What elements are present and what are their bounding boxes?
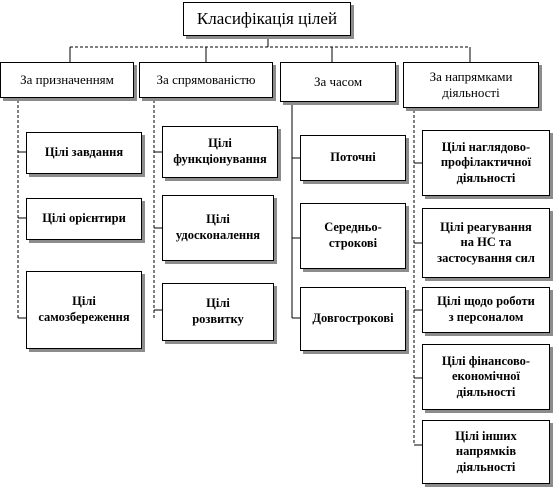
leaf-other-areas (422, 420, 550, 484)
leaf-medium-term (300, 203, 406, 269)
category-purpose (0, 62, 134, 98)
leaf-label: Цілі функціонування (173, 136, 267, 166)
leaf-label: Цілі удосконалення (175, 212, 261, 242)
leaf-goals-development (162, 283, 274, 341)
category-label: За спрямованістю (156, 71, 256, 87)
category-activity-areas (403, 62, 539, 108)
leaf-emergency-response (422, 208, 550, 278)
root-label: Класифікація цілей (196, 9, 338, 29)
leaf-goals-functioning (162, 126, 278, 178)
leaf-label: Довгострокові (312, 311, 394, 326)
leaf-label: Середньо- строкові (324, 220, 382, 250)
leaf-label: Цілі реагування на НС та застосування сил (437, 219, 535, 265)
leaf-label: Цілі завдання (44, 145, 124, 160)
category-time (280, 62, 396, 102)
leaf-goals-benchmarks (26, 198, 142, 240)
leaf-long-term (300, 287, 406, 351)
leaf-label: Поточні (330, 150, 376, 165)
leaf-goals-improvement (162, 195, 274, 261)
leaf-goals-tasks (26, 132, 142, 174)
leaf-label: Цілі розвитку (192, 296, 244, 326)
leaf-label: Цілі інших напрямків діяльності (455, 428, 517, 474)
root-node (183, 2, 351, 36)
category-label: За напрямками діяльності (429, 68, 513, 100)
leaf-label: Цілі щодо роботи з персоналом (437, 294, 535, 324)
leaf-personnel (422, 287, 550, 333)
leaf-label: Цілі орієнтири (42, 211, 126, 226)
leaf-current (300, 135, 406, 181)
category-label: За призначенням (20, 71, 114, 87)
leaf-financial-economic (422, 344, 550, 410)
leaf-goals-self-preservation (26, 271, 142, 349)
leaf-label: Цілі наглядово- профілактичної діяльності (440, 139, 532, 185)
category-label: За часом (313, 73, 363, 89)
leaf-label: Цілі фінансово- економічної діяльності (441, 353, 531, 399)
leaf-supervisory-preventive (422, 130, 550, 196)
leaf-label: Цілі самозбереження (38, 294, 130, 324)
category-direction (139, 62, 273, 98)
